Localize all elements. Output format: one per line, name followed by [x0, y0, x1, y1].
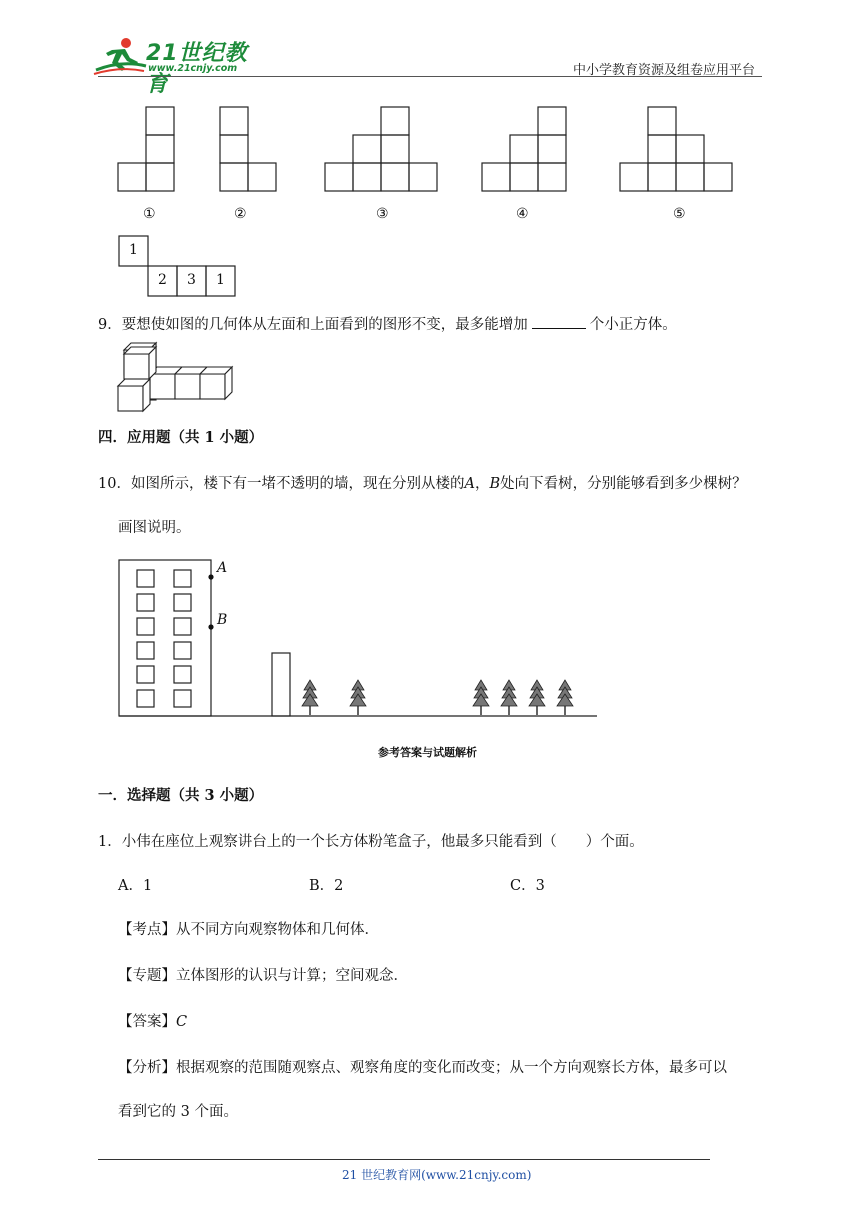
cube-figure: [112, 340, 242, 416]
question-9-text-end: 个小正方体。: [589, 317, 677, 333]
grid-number: 3: [187, 272, 196, 288]
point-b-dot: [208, 624, 213, 629]
section-4-heading: 四．应用题（共 1 小题）: [98, 429, 264, 446]
question-10-text: 10．如图所示，楼下有一堵不透明的墙，现在分别从楼的: [98, 476, 465, 492]
answers-title: 参考答案与试题解析: [378, 746, 477, 759]
wall: [272, 653, 290, 716]
point-b: B: [489, 476, 501, 492]
label-a: A: [217, 560, 228, 576]
logo-url: www.21cnjy.com: [148, 63, 238, 74]
separator: ，: [474, 476, 490, 492]
tree-icon: [501, 680, 517, 715]
grid-number: 2: [158, 272, 167, 288]
figure-label-1: ①: [143, 206, 156, 222]
header-logo: [92, 36, 262, 97]
answer-line: [118, 1012, 187, 1032]
answer-label: 【答案】: [118, 1014, 176, 1030]
grid-number: 1: [216, 272, 225, 288]
option-a: A．1: [118, 878, 153, 894]
point-a: A: [464, 476, 475, 492]
option-b: B．2: [309, 878, 344, 894]
figure-label-4: ④: [516, 206, 529, 222]
kaodian-line: [118, 920, 379, 940]
answer-blank: [532, 314, 586, 329]
tree-icon: [557, 680, 573, 715]
zhuanti-line: [118, 966, 408, 986]
question-9-text: 9．要想使如图的几何体从左面和上面看到的图形不变，最多能增加: [98, 317, 528, 333]
point-a-dot: [208, 574, 213, 579]
answer-value: C: [176, 1014, 188, 1030]
kaodian-text: 从不同方向观察物体和几何体．: [176, 922, 379, 938]
option-c: C．3: [510, 878, 545, 894]
tree-icon: [529, 680, 545, 715]
figure-label-5: ⑤: [673, 206, 686, 222]
building: [119, 560, 211, 716]
zhuanti-label: 【专题】: [118, 968, 176, 984]
grid-number: 1: [129, 242, 138, 258]
views-figures: [110, 100, 750, 200]
tree-icon: [302, 680, 318, 715]
footer-divider: [98, 1159, 710, 1160]
zhuanti-text: 立体图形的认识与计算；空间观念．: [176, 968, 408, 984]
question-9: [98, 314, 677, 335]
label-b: B: [217, 612, 228, 628]
section-1-heading: 一．选择题（共 3 小题）: [98, 787, 264, 804]
fenxi-text: 根据观察的范围随观察点、观察角度的变化而改变；从一个方向观察长方体，最多可以: [176, 1060, 727, 1076]
figure-label-2: ②: [234, 206, 247, 222]
question-10-text-end: 处向下看树，分别能够看到多少棵树？: [500, 476, 747, 492]
tree-icon: [473, 680, 489, 715]
question-10-line2: 画图说明。: [118, 520, 191, 536]
tree-icon: [350, 680, 366, 715]
building-diagram: [110, 552, 610, 724]
fenxi-label: 【分析】: [118, 1060, 176, 1076]
question-1: 1．小伟在座位上观察讲台上的一个长方体粉笔盒子，他最多只能看到（ ）个面。: [98, 834, 644, 850]
logo-title: 21世纪教育: [146, 41, 248, 97]
site-name: 中小学教育资源及组卷应用平台: [573, 63, 756, 78]
fenxi-line2: 看到它的 3 个面。: [118, 1104, 238, 1120]
header-divider: [98, 76, 762, 77]
footer-text: 21 世纪教育网(www.21cnjy.com): [342, 1168, 532, 1182]
kaodian-label: 【考点】: [118, 922, 176, 938]
fenxi-line: [118, 1058, 727, 1078]
question-10: [98, 474, 747, 494]
figure-label-3: ③: [376, 206, 389, 222]
